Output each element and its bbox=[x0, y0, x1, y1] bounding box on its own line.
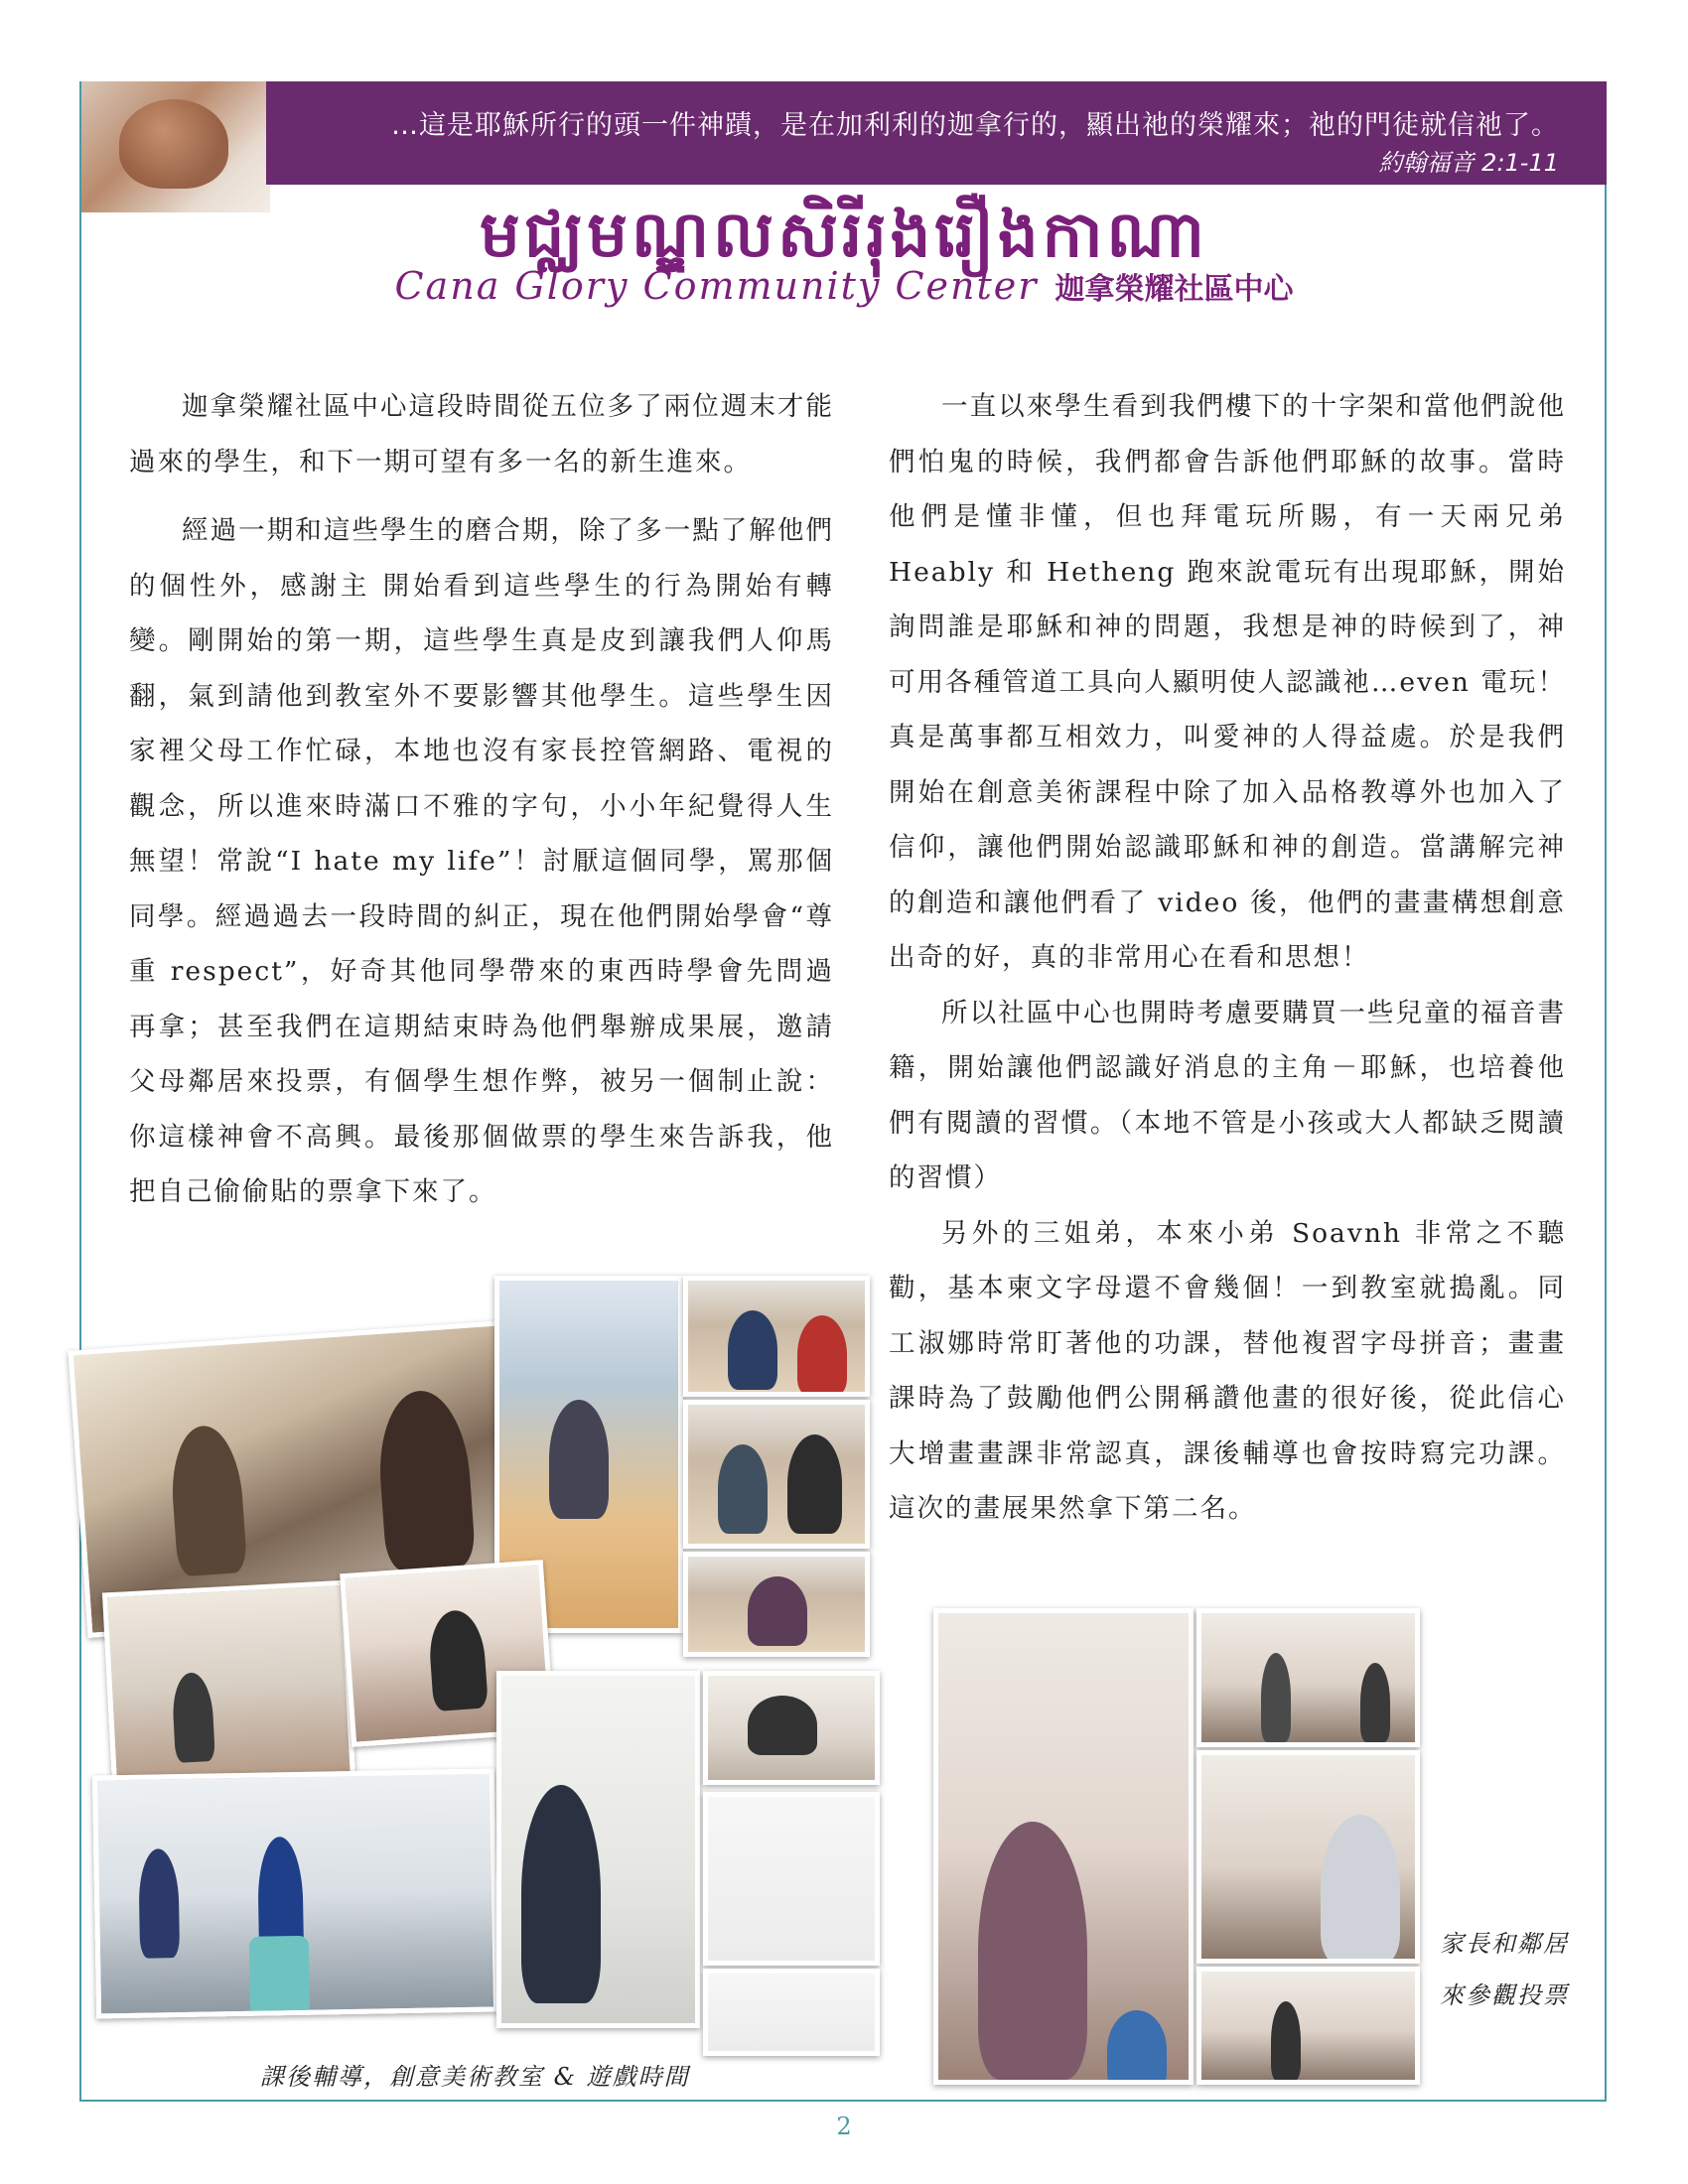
photo-maze-worksheet bbox=[496, 1671, 700, 2028]
right-column bbox=[889, 379, 1566, 1537]
right-paragraph-1: 一直以來學生看到我們樓下的十字架和當他們說他們怕鬼的時候，我們都會告訴他們耶穌的故事。當時他們是懂非懂，但也拜電玩所賜，有一天兩兄弟 Heably 和 Hetheng 跑來說電玩有出現耶穌，開始詢問誰是耶穌和神的問題，我想是神的時候到了，神可用各種管道工具向人顯明使人認識祂…even 電玩！真是萬事都互相效力，叫愛神的人得益處。於是我們開始在創意美術課程中除了加入品格教導外也加入了信仰，讓他們開始認識耶穌和神的創造。當講解完神的創造和讓他們看了 video 後，他們的畫畫構想創意出奇的好，真的非常用心在看和思想！ bbox=[889, 391, 1566, 973]
photo-parents-viewing bbox=[933, 1608, 1194, 2085]
left-column bbox=[129, 379, 834, 1220]
photo-boys-crafting bbox=[683, 1276, 870, 1397]
photo-playtime bbox=[92, 1768, 498, 2018]
photo-tutoring-room bbox=[102, 1580, 355, 1792]
subtitle bbox=[0, 264, 1688, 308]
left-paragraph-1: 迦拿榮耀社區中心這段時間從五位多了兩位週末才能過來的學生，和下一期可望有多一名的新生進來。 bbox=[129, 391, 834, 478]
photo-straw-house bbox=[703, 1792, 880, 1966]
left-collage-caption: 課後輔導，創意美術教室 & 遊戲時間 bbox=[260, 2063, 690, 2091]
right-collage-caption-1: 家長和鄰居 bbox=[1440, 1930, 1569, 1958]
verse-banner bbox=[266, 81, 1607, 185]
photo-man-viewing-art bbox=[1196, 1750, 1420, 1964]
right-paragraph-2: 所以社區中心也開時考慮要購買一些兒童的福音書籍，開始讓他們認識好消息的主角－耶穌，也培養他們有閱讀的習慣。（本地不管是小孩或大人都缺乏閱讀的習慣） bbox=[889, 997, 1566, 1193]
page-number: 2 bbox=[836, 2113, 852, 2140]
left-paragraph-2: 經過一期和這些學生的磨合期，除了多一點了解他們的個性外，感謝主 開始看到這些學生的行為開始有轉變。剛開始的第一期，這些學生真是皮到讓我們人仰馬翻，氣到請他到教室外不要影響其他學生。這些學生因家裡父母工作忙碌，本地也沒有家長控管網路、電視的觀念，所以進來時滿口不雅的字句，小小年紀覺得人生無望！常說“I hate my life”！討厭這個同學，罵那個同學。經過過去一段時間的糾正，現在他們開始學會“尊重 respect”，好奇其他同學帶來的東西時學會先問過再拿；甚至我們在這期結束時為他們舉辦成果展，邀請父母鄰居來投票，有個學生想作弊，被另一個制止說：你這樣神會不高興。最後那個做票的學生來告訴我，他把自己偷偷貼的票拿下來了。 bbox=[129, 515, 834, 1207]
photo-craft-hands bbox=[703, 1671, 880, 1785]
photo-straw-maze bbox=[703, 1969, 880, 2056]
english-title: Cana Glory Community Center bbox=[394, 264, 1039, 308]
photo-gallery-room bbox=[1196, 1967, 1420, 2085]
chinese-title: 迦拿榮耀社區中心 bbox=[1055, 272, 1294, 307]
khmer-title: មជ្ឈមណ្ឌលសិរីរុងរឿងកាណា bbox=[480, 199, 1208, 272]
photo-table-activity bbox=[683, 1552, 870, 1657]
photo-hallway-visitors bbox=[1196, 1608, 1420, 1747]
right-paragraph-3: 另外的三姐弟，本來小弟 Soavnh 非常之不聽勸，基本柬文字母還不會幾個！一到教室就搗亂。同工淑娜時常盯著他的功課，替他複習字母拼音；畫畫課時為了鼓勵他們公開稱讚他畫的很好後，從此信心大增畫畫課非常認真，課後輔導也會按時寫完功課。這次的畫展果然拿下第二名。 bbox=[889, 1217, 1566, 1524]
photo-group-crafting bbox=[683, 1400, 870, 1549]
water-jar-photo bbox=[81, 81, 270, 212]
verse-text: …這是耶穌所行的頭一件神蹟，是在加利利的迦拿行的，顯出祂的榮耀來；祂的門徒就信祂了。 bbox=[391, 110, 1559, 141]
verse-reference: 約翰福音 2:1-11 bbox=[1378, 149, 1559, 177]
right-collage-caption-2: 來參觀投票 bbox=[1440, 1981, 1569, 2009]
